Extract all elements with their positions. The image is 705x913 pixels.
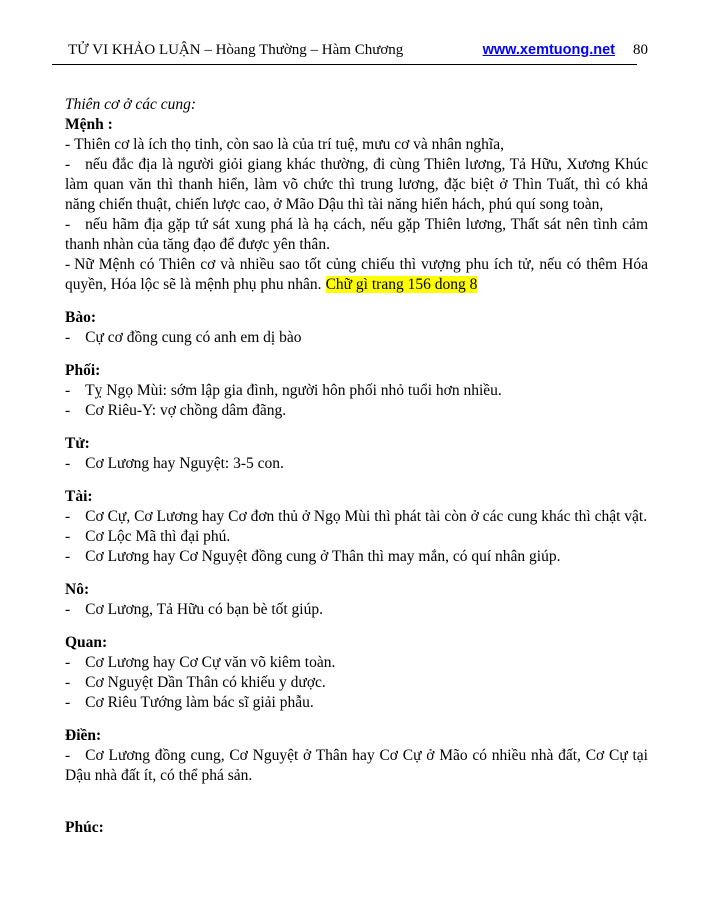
list-item: [65, 527, 648, 547]
page-number: 80: [633, 42, 648, 58]
section-heading: Phối:: [65, 362, 101, 379]
section-no: [65, 580, 648, 620]
item-text: Cơ Riêu-Y: vợ chồng dâm đãng.: [85, 402, 287, 419]
list-item: [65, 673, 648, 693]
bullet-dash: -: [65, 156, 71, 173]
section-quan: [65, 633, 648, 713]
bullet-dash: -: [65, 455, 71, 472]
section-heading: Tài:: [65, 488, 93, 505]
header-divider: [52, 64, 637, 65]
bullet-dash: -: [65, 601, 71, 618]
list-item: [65, 693, 648, 713]
item-text: Cơ Lương đồng cung, Cơ Nguyệt ở Thân hay Cơ Cự ở Mão có nhiều nhà đất, Cơ Cự tại Dậu nhà đất ít, có thể phá sản.: [65, 747, 648, 784]
page-header: [68, 40, 648, 60]
item-text: Nữ Mệnh có Thiên cơ và nhiều sao tốt củng chiếu thì vượng phu ích tử, nếu có thêm Hóa quyền, Hóa lộc sẽ là mệnh phụ phu nhân.: [65, 256, 648, 293]
list-item: [65, 401, 648, 421]
item-text: nếu hãm địa gặp tứ sát xung phá là hạ cách, nếu gặp Thiên lương, Thất sát nên tình cảm thanh nhàn của tăng đạo để được yên thân.: [65, 216, 648, 253]
section-heading: Bào:: [65, 309, 96, 326]
bullet-dash: -: [65, 528, 71, 545]
item-text: Thiên cơ là ích thọ tinh, còn sao là của trí tuệ, mưu cơ và nhân nghĩa,: [74, 136, 504, 153]
intro-line: Thiên cơ ở các cung:: [65, 96, 197, 113]
bullet-dash: -: [65, 382, 71, 399]
section-dien: [65, 726, 648, 786]
bullet-dash: -: [65, 136, 71, 153]
highlighted-text: Chữ gì trang 156 dong 8: [325, 276, 478, 293]
section-heading: Tử:: [65, 435, 90, 452]
item-text: Cự cơ đồng cung có anh em dị bào: [85, 329, 302, 346]
section-phuc: [65, 818, 648, 838]
document-body: [65, 95, 648, 838]
item-text: nếu đắc địa là người giỏi giang khác thường, đi cùng Thiên lương, Tả Hữu, Xương Khúc làm quan văn thì thanh hiển, làm võ chức thì trung lương, đặc biệt ở Thìn Tuất, thì có khả năng chiến thuật, chiến lược cao, ở Mão Dậu thì tài năng hiển hách, phú quí song toàn,: [65, 156, 648, 213]
list-item: [65, 653, 648, 673]
bullet-dash: -: [65, 329, 71, 346]
section-tu: [65, 434, 648, 474]
section-heading: Điền:: [65, 727, 102, 744]
item-text: Cơ Cự, Cơ Lương hay Cơ đơn thủ ở Ngọ Mùi thì phát tài còn ở các cung khác thì chật vật.: [85, 508, 648, 525]
list-item: [65, 381, 648, 401]
list-item: [65, 328, 648, 348]
bullet-dash: -: [65, 548, 71, 565]
list-item: [65, 135, 648, 155]
list-item: [65, 155, 648, 215]
list-item: [65, 215, 648, 255]
bullet-dash: -: [65, 694, 71, 711]
list-item: [65, 600, 648, 620]
list-item: [65, 454, 648, 474]
bullet-dash: -: [65, 508, 71, 525]
item-text: Cơ Lương hay Cơ Cự văn võ kiêm toàn.: [85, 654, 336, 671]
section-bao: [65, 308, 648, 348]
section-heading: Nô:: [65, 581, 90, 598]
item-text: Cơ Lương hay Nguyệt: 3-5 con.: [85, 455, 284, 472]
section-heading: Phúc:: [65, 819, 104, 836]
bullet-dash: -: [65, 256, 71, 273]
list-item: [65, 255, 648, 295]
list-item: [65, 507, 648, 527]
item-text: Cơ Nguyệt Dần Thân có khiếu y dược.: [85, 674, 326, 691]
bullet-dash: -: [65, 674, 71, 691]
section-heading: Mệnh :: [65, 116, 113, 133]
bullet-dash: -: [65, 654, 71, 671]
section-phoi: [65, 361, 648, 421]
header-title: TỬ VI KHẢO LUẬN – Hòang Thường – Hàm Chương: [68, 42, 404, 58]
bullet-dash: -: [65, 747, 71, 764]
website-link[interactable]: www.xemtuong.net: [482, 42, 615, 58]
section-heading: Quan:: [65, 634, 108, 651]
section-menh: [65, 115, 648, 295]
list-item: [65, 746, 648, 786]
item-text: Cơ Riêu Tướng làm bác sĩ giải phẫu.: [85, 694, 314, 711]
item-text: Cơ Lộc Mã thì đại phú.: [85, 528, 231, 545]
item-text: Cơ Lương, Tả Hữu có bạn bè tốt giúp.: [85, 601, 323, 618]
list-item: [65, 547, 648, 567]
bullet-dash: -: [65, 402, 71, 419]
item-text: Tỵ Ngọ Mùi: sớm lập gia đình, người hôn phối nhỏ tuổi hơn nhiều.: [85, 382, 502, 399]
item-text: Cơ Lương hay Cơ Nguyệt đồng cung ở Thân thì may mắn, có quí nhân giúp.: [85, 548, 561, 565]
section-tai: [65, 487, 648, 567]
bullet-dash: -: [65, 216, 71, 233]
